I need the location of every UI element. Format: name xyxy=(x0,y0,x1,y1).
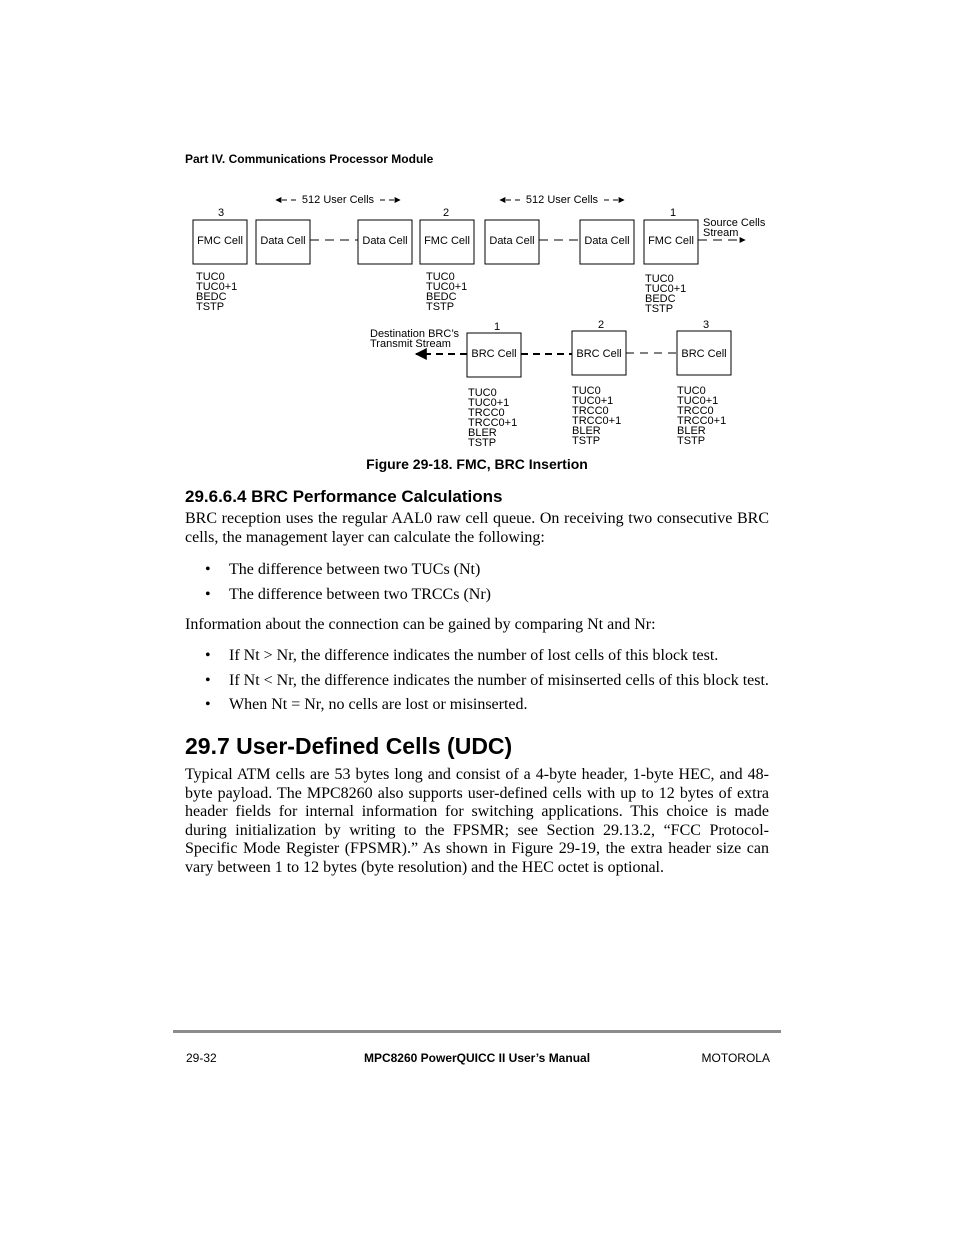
bullet-glyph: • xyxy=(205,586,211,603)
top-cell-label: Data Cell xyxy=(489,235,535,247)
field-item: TUC0 xyxy=(572,385,601,397)
top-row-cells xyxy=(193,220,698,264)
cell-number: 2 xyxy=(442,207,450,219)
destination-stream-label: Destination BRC’s xyxy=(370,328,460,340)
span-label: 512 User Cells xyxy=(525,194,599,206)
section-heading: 29.6.6.4 BRC Performance Calculations xyxy=(185,487,503,506)
field-item: TSTP xyxy=(468,437,497,449)
field-item: TRCC0+1 xyxy=(677,415,727,427)
field-item: TRCC0 xyxy=(572,405,609,417)
top-cell-label: FMC Cell xyxy=(648,235,694,247)
cell-number: 3 xyxy=(217,207,225,219)
top-cell-label: FMC Cell xyxy=(197,235,243,247)
bullet-glyph: • xyxy=(205,696,211,713)
field-item: TUC0 xyxy=(426,271,455,283)
top-cell-label: Data Cell xyxy=(362,235,408,247)
chapter-body: Typical ATM cells are 53 bytes long and consist of a 4-byte header, 1-byte HEC, and 48-byte payload. The MPC8260 also supports user-defined cells with up to 12 bytes of extra header fields for internal information for switching applications. This choice is made during initialization by writing to the FPSMR; see Section 29.13.2, “FCC Protocol-Specific Mode Register (FPSMR).” As shown in Figure 29-19, the extra header size can vary between 1 to 12 bytes (byte resolution) and the HEC octet is optional. xyxy=(185,766,769,876)
field-item: TSTP xyxy=(645,303,674,315)
bullet-glyph: • xyxy=(205,561,211,578)
running-head: Part IV. Communications Processor Module xyxy=(185,152,434,166)
field-item: TRCC0+1 xyxy=(468,417,518,429)
field-item: TUC0 xyxy=(645,273,674,285)
company-name: MOTOROLA xyxy=(701,1051,770,1065)
field-item: BEDC xyxy=(196,291,227,303)
field-item: TSTP xyxy=(426,301,455,313)
field-item: TRCC0 xyxy=(468,407,505,419)
field-item: BEDC xyxy=(426,291,457,303)
field-item: TSTP xyxy=(572,435,601,447)
field-list xyxy=(645,273,686,315)
field-item: BLER xyxy=(572,425,601,437)
field-item: TUC0 xyxy=(468,387,497,399)
bullet-glyph: • xyxy=(205,672,211,689)
cell-number: 2 xyxy=(597,319,605,331)
field-item: TUC0+1 xyxy=(572,395,614,407)
field-item: TUC0 xyxy=(677,385,706,397)
list-item: • When Nt = Nr, no cells are lost or misinserted. xyxy=(205,696,528,713)
source-stream-label: Stream xyxy=(703,227,739,239)
field-item: TUC0 xyxy=(196,271,225,283)
field-item: TUC0+1 xyxy=(645,283,687,295)
fmc-brc-insertion-diagram xyxy=(0,0,954,480)
list-item: • The difference between two TRCCs (Nr) xyxy=(205,586,491,603)
manual-title: MPC8260 PowerQUICC II User’s Manual xyxy=(363,1051,591,1065)
section-intro: BRC reception uses the regular AAL0 raw cell queue. On receiving two consecutive BRC cells, the management layer can calculate the following: xyxy=(185,510,769,546)
field-list xyxy=(677,385,726,447)
source-stream-label: Source Cells xyxy=(703,217,766,229)
field-item: TUC0+1 xyxy=(196,281,238,293)
top-cell-label: Data Cell xyxy=(584,235,630,247)
footer-rule xyxy=(173,1030,781,1033)
field-item: BEDC xyxy=(645,293,676,305)
chapter-heading: 29.7 User-Defined Cells (UDC) xyxy=(185,733,513,759)
field-item: TSTP xyxy=(196,301,225,313)
field-list xyxy=(572,385,621,447)
field-item: TSTP xyxy=(677,435,706,447)
cell-number: 3 xyxy=(702,319,710,331)
top-cell-label: Data Cell xyxy=(260,235,306,247)
field-item: TUC0+1 xyxy=(677,395,719,407)
cell-number: 1 xyxy=(669,207,677,219)
brc-cell-label: BRC Cell xyxy=(471,348,517,360)
field-list xyxy=(426,271,467,313)
field-list xyxy=(468,387,517,449)
brc-cell-label: BRC Cell xyxy=(576,348,622,360)
brc-cell-label: BRC Cell xyxy=(681,348,727,360)
cell-number: 1 xyxy=(493,321,501,333)
bullet-glyph: • xyxy=(205,647,211,664)
section-middle-text: Information about the connection can be gained by comparing Nt and Nr: xyxy=(185,616,656,633)
field-item: BLER xyxy=(468,427,497,439)
field-item: TUC0+1 xyxy=(468,397,510,409)
destination-stream-label: Transmit Stream xyxy=(370,338,451,350)
figure-caption: Figure 29-18. FMC, BRC Insertion xyxy=(366,456,588,472)
list-item: • If Nt < Nr, the difference indicates the number of misinserted cells of this block test. xyxy=(205,672,769,689)
field-item: TRCC0+1 xyxy=(572,415,622,427)
field-item: TUC0+1 xyxy=(426,281,468,293)
page-number: 29-32 xyxy=(186,1051,217,1065)
span-label: 512 User Cells xyxy=(301,194,375,206)
field-item: TRCC0 xyxy=(677,405,714,417)
top-cell-label: FMC Cell xyxy=(424,235,470,247)
field-list xyxy=(196,271,237,313)
field-item: BLER xyxy=(677,425,706,437)
list-item: • The difference between two TUCs (Nt) xyxy=(205,561,481,578)
list-item: • If Nt > Nr, the difference indicates the number of lost cells of this block test. xyxy=(205,647,719,664)
